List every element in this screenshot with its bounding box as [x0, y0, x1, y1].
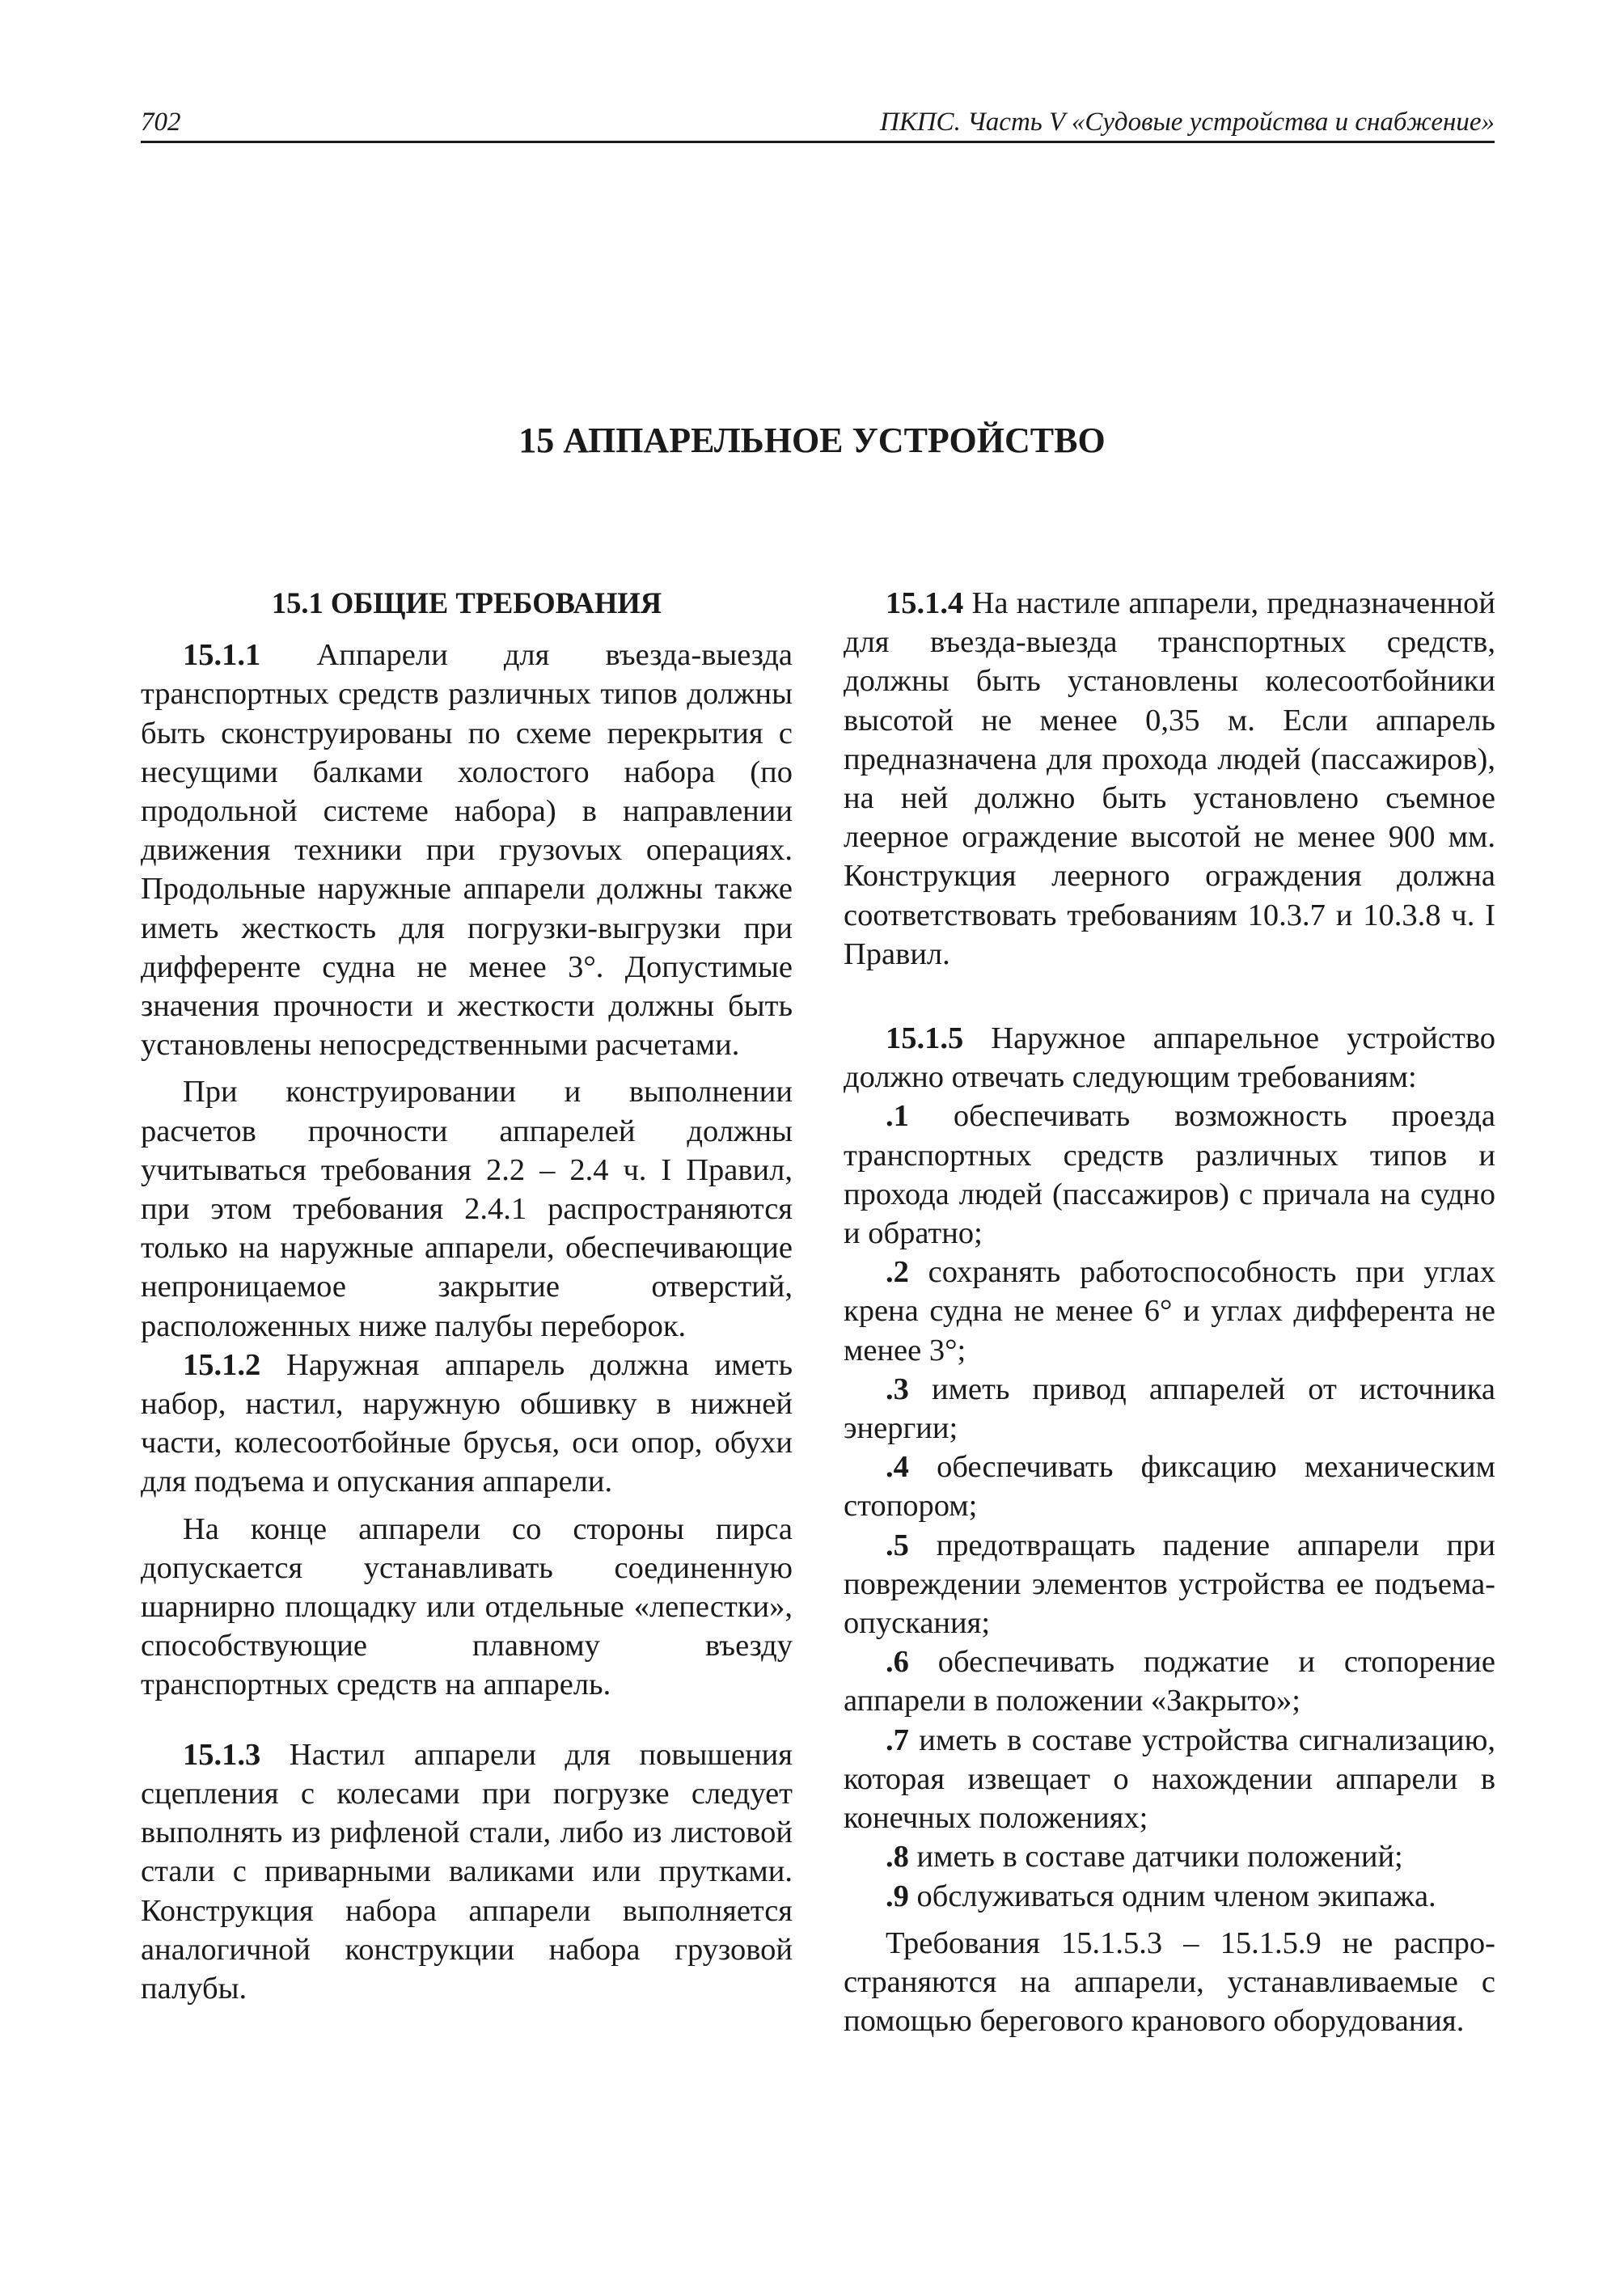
clause-text: Наружное аппарельное устройство должно отвечать следующим требованиям: — [844, 1021, 1495, 1095]
clause-text: На настиле аппарели, предназначенной для въезда-выезда транспортных средств, должны быть установлены колесоотбойники высотой не менее 0,35 м. Если аппарель предназначена для прохода людей (пассажиров), на ней должно быть установлено съемное леерное ограждение высотой не менее 900 мм. Конструкция леерного ограждения должна соответствовать требованиям 10.3.7 и 10.3.8 ч. I Правил. — [844, 586, 1496, 971]
list-item-4 — [844, 1448, 1495, 1525]
paragraph-15-1-5-note — [844, 1924, 1495, 2041]
clause-text: Требования 15.1.5.3 – 15.1.5.9 не распространяются на аппарели, устанавливаемые с помощью берегового кранового оборудования. — [844, 1925, 1495, 2039]
item-number: .7 — [886, 1722, 909, 1757]
item-text: обслуживаться одним членом экипажа. — [916, 1879, 1436, 1913]
item-text: обеспечивать возможность проезда транспортных средств различных типов и прохода людей (пассажиров) с причала на судно и обратно; — [844, 1099, 1496, 1251]
clause-text: Настил аппарели для повышения сцепления с колесами при погрузке следует выполнять из рифленой стали, либо из листовой стали с приварными валиками или прутками. Конструкция набора аппарели выполняется аналогичной конструкции набора грузовой палубы. — [141, 1737, 793, 2006]
page-header — [141, 104, 1495, 143]
item-text: иметь в составе устройства сигнализацию, которая извещает о нахождении аппарели в конечных положениях; — [844, 1722, 1496, 1836]
clause-number: 15.1.5 — [886, 1021, 964, 1056]
list-item-8 — [844, 1837, 1495, 1876]
item-number: .9 — [886, 1879, 909, 1913]
item-number: .1 — [886, 1099, 909, 1134]
paragraph-15-1-5 — [844, 1019, 1495, 1097]
list-item-3 — [844, 1370, 1495, 1448]
item-number: .5 — [886, 1528, 909, 1562]
item-text: обеспечивать поджатие и стопорение аппарели в положении «Закрыто»; — [844, 1645, 1496, 1718]
item-number: .6 — [886, 1645, 909, 1680]
clause-number: 15.1.2 — [183, 1347, 261, 1382]
item-text: иметь привод аппарелей от источника энергии; — [844, 1372, 1495, 1446]
clause-number: 15.1.4 — [886, 586, 964, 620]
item-text: сохранять работоспособность при углах крена судна не менее 6° и углах дифферента не менее 3°; — [844, 1255, 1495, 1367]
paragraph-15-1-3 — [141, 1735, 793, 2008]
paragraph-15-1-1-continued — [141, 1072, 793, 1345]
list-item-7 — [844, 1721, 1495, 1838]
item-text: предотвращать падение аппарели при повреждении элементов устройства ее подъема-опускания; — [844, 1528, 1495, 1641]
item-number: .4 — [886, 1450, 909, 1485]
paragraph-15-1-1 — [141, 636, 793, 1064]
item-text: обеспечивать фиксацию механическим стопором; — [844, 1450, 1495, 1524]
clause-number: 15.1.3 — [183, 1737, 261, 1772]
clause-text: На конце аппарели со стороны пирса допускается устанавливать соединенную шарнирно площадку или отдельные «лепестки», способствующие плавному въезду транспортных средств на аппарель. — [141, 1511, 793, 1702]
list-item-1 — [844, 1097, 1495, 1253]
running-title: ПКПС. Часть V «Судовые устройства и снабжение» — [879, 108, 1495, 137]
paragraph-15-1-2-continued — [141, 1510, 793, 1705]
left-column — [141, 584, 793, 2008]
paragraph-15-1-2 — [141, 1346, 793, 1502]
chapter-title: 15 АППАРЕЛЬНОЕ УСТРОЙСТВО — [518, 421, 1106, 460]
item-text: иметь в составе датчики положений; — [916, 1840, 1403, 1875]
list-item-9 — [844, 1877, 1495, 1916]
item-number: .2 — [886, 1255, 909, 1290]
item-number: .3 — [886, 1372, 909, 1406]
list-item-6 — [844, 1642, 1495, 1720]
clause-text: Наружная аппарель должна иметь набор, настил, наружную обшивку в нижней части, колесоотбойные брусья, оси опор, обухи для подъема и опускания аппарели. — [141, 1347, 793, 1499]
clause-number: 15.1.1 — [183, 638, 261, 673]
clause-text: При конструировании и выполнении расчетов прочности аппарелей должны учитываться требования 2.2 – 2.4 ч. I Правил, при этом требования 2.4.1 распространяются только на наружные аппарели, обеспечивающие непроницаемое закрытие отверстий, расположенных ниже палубы переборок. — [141, 1075, 793, 1343]
page-number: 702 — [141, 108, 181, 137]
list-item-5 — [844, 1526, 1495, 1643]
item-number: .8 — [886, 1840, 909, 1875]
right-column — [844, 584, 1495, 2040]
clause-text: Аппарели для въезда-выезда транспортных средств различных типов должны быть сконструированы по схеме перекрытия с несущими балками холостого набора (по продольной системе набора) в направлении движения техники при грузоvых операциях. Продольные наружные аппарели должны также иметь жесткость для погрузки-выгрузки при дифференте судна не менее 3°. Допустимые значения прочности и жесткости должны быть установлены непосредственными расчетами. — [141, 638, 793, 1063]
section-title: 15.1 ОБЩИЕ ТРЕБОВАНИЯ — [271, 586, 662, 619]
list-item-2 — [844, 1253, 1495, 1370]
paragraph-15-1-4 — [844, 584, 1495, 974]
